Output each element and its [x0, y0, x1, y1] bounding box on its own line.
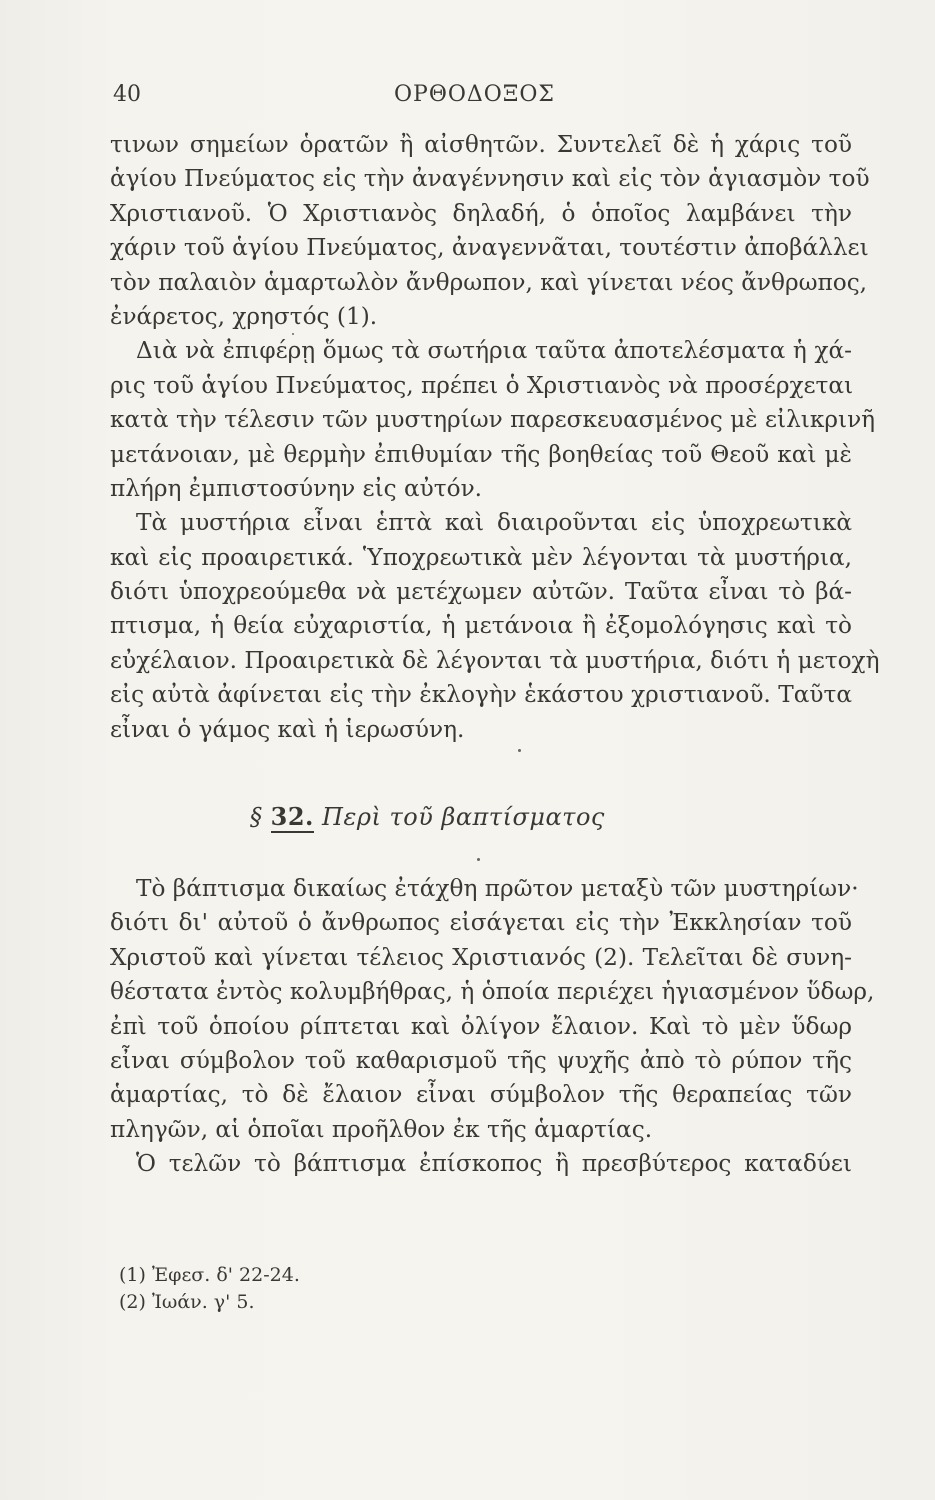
text-line: ἁμαρτίας, τὸ δὲ ἔλαιον εἶναι σύμβολον τῆς θεραπείας τῶν: [110, 1081, 852, 1109]
main-text: [110, 128, 880, 747]
text-line: εὐχέλαιον. Προαιρετικὰ δὲ λέγονται τὰ μυστήρια, διότι ἡ μετοχὴ: [110, 646, 880, 674]
text-line: Χριστιανοῦ. Ὁ Χριστιανὸς δηλαδή, ὁ ὁποῖος λαμβάνει τὴν: [110, 199, 852, 227]
footnotes: [119, 1262, 300, 1316]
text-line: καὶ εἰς προαιρετικά. Ὑποχρεωτικὰ μὲν λέγονται τὰ μυστήρια,: [110, 543, 852, 571]
text-line: εἶναι ὁ γάμος καὶ ἡ ἱερωσύνη.: [110, 715, 465, 743]
page-number: 40: [113, 82, 141, 107]
text-line: πλήρη ἐμπιστοσύνην εἰς αὐτόν.: [110, 474, 483, 502]
text-line: τινων σημείων ὁρατῶν ἢ αἰσθητῶν. Συντελεῖ δὲ ἡ χάρις τοῦ: [110, 131, 852, 158]
text-line: διότι δι' αὐτοῦ ὁ ἄνθρωπος εἰσάγεται εἰς τὴν Ἐκκλησίαν τοῦ: [110, 909, 852, 937]
text-line: μετάνοιαν, μὲ θερμὴν ἐπιθυμίαν τῆς βοηθείας τοῦ Θεοῦ καὶ μὲ: [110, 440, 852, 468]
text-line: πτισμα, ἡ θεία εὐχαριστία, ἡ μετάνοια ἢ ἐξομολόγησις καὶ τὸ: [110, 612, 852, 640]
paper-speck: [518, 749, 521, 752]
paper-speck: [477, 858, 480, 861]
footnote: (2) Ἰωάν. γ' 5.: [119, 1291, 255, 1313]
paper-speck: [292, 333, 294, 335]
text-line: ἐπὶ τοῦ ὁποίου ρίπτεται καὶ ὀλίγον ἔλαιον. Καὶ τὸ μὲν ὕδωρ: [110, 1012, 852, 1040]
text-line: χάριν τοῦ ἁγίου Πνεύματος, ἀναγεννᾶται, τουτέστιν ἀποβάλλει: [110, 234, 869, 262]
footnote: (1) Ἐφεσ. δ' 22-24.: [119, 1264, 300, 1286]
text-line: Τὸ βάπτισμα δικαίως ἐτάχθη πρῶτον μεταξὺ τῶν μυστηρίων·: [136, 875, 859, 902]
section-symbol: §: [250, 803, 263, 831]
text-line: ἐνάρετος, χρηστός (1).: [110, 302, 378, 330]
text-line: Διὰ νὰ ἐπιφέρῃ ὅμως τὰ σωτήρια ταῦτα ἀποτελέσματα ἡ χά-: [136, 337, 852, 365]
text-line: Τὰ μυστήρια εἶναι ἑπτὰ καὶ διαιροῦνται εἰς ὑποχρεωτικὰ: [136, 509, 852, 537]
text-line: κατὰ τὴν τέλεσιν τῶν μυστηρίων παρεσκευασμένος μὲ εἰλικρινῆ: [110, 406, 876, 434]
text-line: εἰς αὐτὰ ἀφίνεται εἰς τὴν ἐκλογὴν ἑκάστου χριστιανοῦ. Ταῦτα: [110, 681, 852, 709]
section-heading: [250, 802, 605, 831]
text-line: πληγῶν, αἱ ὁποῖαι προῆλθον ἐκ τῆς ἁμαρτίας.: [110, 1115, 653, 1143]
section-number: 32.: [270, 802, 314, 831]
section-title: Περὶ τοῦ βαπτίσματος: [322, 803, 605, 831]
text-line: ρις τοῦ ἁγίου Πνεύματος, πρέπει ὁ Χριστιανὸς νὰ προσέρχεται: [110, 371, 854, 399]
text-line: εἶναι σύμβολον τοῦ καθαρισμοῦ τῆς ψυχῆς ἀπὸ τὸ ρύπον τῆς: [110, 1046, 852, 1074]
text-line: τὸν παλαιὸν ἁμαρτωλὸν ἄνθρωπον, καὶ γίνεται νέος ἄνθρωπος,: [110, 268, 868, 296]
text-line: Ὁ τελῶν τὸ βάπτισμα ἐπίσκοπος ἢ πρεσβύτερος καταδύει: [136, 1150, 852, 1178]
text-line: Χριστοῦ καὶ γίνεται τέλειος Χριστιανός (2). Τελεῖται δὲ συνη-: [110, 943, 852, 971]
text-line: θέστατα ἐντὸς κολυμβήθρας, ἡ ὁποία περιέχει ἡγιασμένον ὕδωρ,: [110, 978, 875, 1006]
text-line: διότι ὑποχρεούμεθα νὰ μετέχωμεν αὐτῶν. Ταῦτα εἶναι τὸ βά-: [110, 578, 852, 606]
running-head: ΟΡΘΟΔΟΞΟΣ: [394, 82, 555, 107]
text-line: ἁγίου Πνεύματος εἰς τὴν ἀναγέννησιν καὶ εἰς τὸν ἁγιασμὸν τοῦ: [110, 165, 870, 193]
section-text: [110, 872, 875, 1182]
